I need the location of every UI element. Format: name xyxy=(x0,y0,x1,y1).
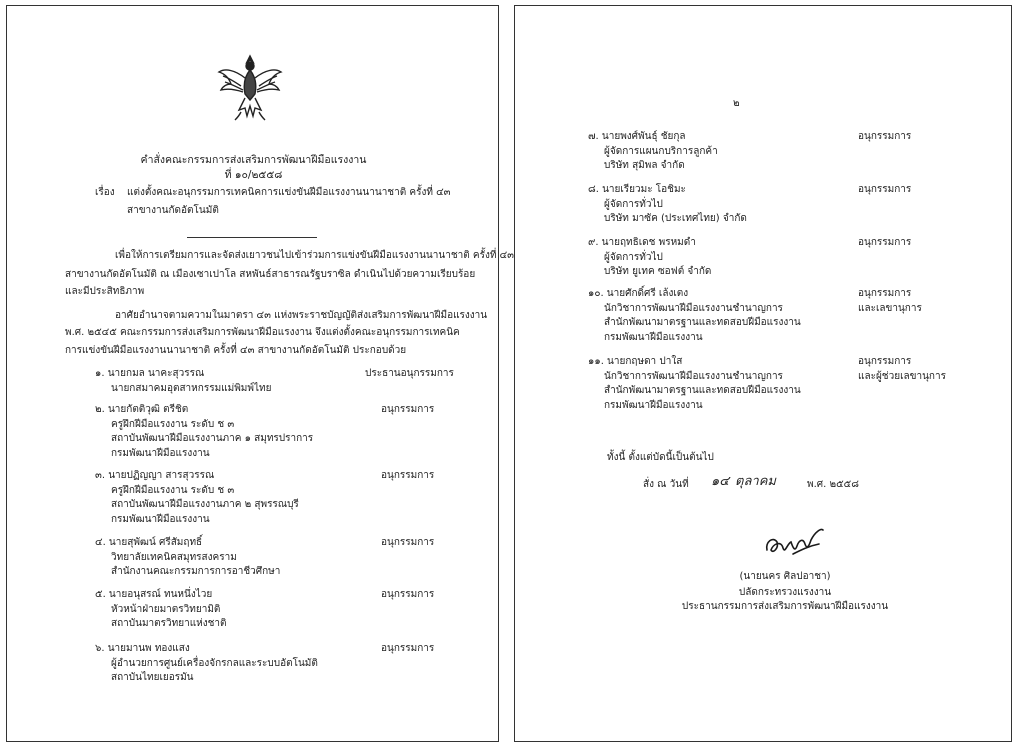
member-detail: สถาบันพัฒนาฝีมือแรงงานภาค ๒ สุพรรณบุรี xyxy=(111,499,299,510)
effective-line: ทั้งนี้ ตั้งแต่บัดนี้เป็นต้นไป xyxy=(607,452,714,463)
member-entry xyxy=(95,642,435,686)
member-detail: สถาบันไทยเยอรมัน xyxy=(111,672,194,683)
member-detail: กรมพัฒนาฝีมือแรงงาน xyxy=(111,513,210,525)
member-name: ๖. นายมานพ ทองแสง xyxy=(95,643,190,654)
paragraph-1-line-2: สาขางานกัดอัตโนมัติ ณ เมืองเซาเปาโล สหพันธ์สาธารณรัฐบราซิล ดำเนินไปด้วยความเรียบร้อย xyxy=(65,269,476,280)
member-detail: สำนักพัฒนามาตรฐานและทดสอบฝีมือแรงงาน xyxy=(604,317,801,328)
member-detail: ครูฝึกฝีมือแรงงาน ระดับ ช ๓ xyxy=(111,418,235,430)
member-role: อนุกรรมการ xyxy=(381,589,435,600)
member-role-secondary: และผู้ช่วยเลขานุการ xyxy=(858,371,946,382)
member-role: อนุกรรมการ xyxy=(858,131,912,142)
member-role-secondary: และเลขานุการ xyxy=(858,303,922,314)
member-detail: นักวิชาการพัฒนาฝีมือแรงงานชำนาญการ xyxy=(604,302,783,314)
member-role: อนุกรรมการ xyxy=(381,537,435,548)
member-name: ๙. นายฤทธิเดช พรหมดำ xyxy=(588,237,696,248)
member-name: ๒. นายกัตติวุฒิ ตรีชิต xyxy=(95,404,189,415)
member-detail: ผู้จัดการแผนกบริการลูกค้า xyxy=(604,145,718,157)
member-detail: กรมพัฒนาฝีมือแรงงาน xyxy=(604,399,703,411)
member-entry xyxy=(95,367,454,396)
paragraph-2-line-2: พ.ศ. ๒๕๔๕ คณะกรรมการส่งเสริมการพัฒนาฝีมือแรงงาน จึงแต่งตั้งคณะอนุกรรมการเทคนิค xyxy=(65,327,460,338)
divider-line xyxy=(187,237,317,238)
member-entry xyxy=(588,355,946,413)
member-entry xyxy=(588,236,912,280)
member-entry xyxy=(95,536,435,580)
member-detail: ผู้อำนวยการศูนย์เครื่องจักรกลและระบบอัตโนมัติ xyxy=(111,657,318,669)
member-name: ๗. นายพงศ์พันธุ์ ชัยกุล xyxy=(588,131,686,142)
signer-position-1: ปลัดกระทรวงแรงงาน xyxy=(738,587,832,598)
document-page-1 xyxy=(6,5,515,742)
issued-month: ตุลาคม xyxy=(735,474,776,489)
member-detail: สำนักงานคณะกรรมการการอาชีวศึกษา xyxy=(111,566,281,577)
member-detail: ผู้จัดการทั่วไป xyxy=(604,198,663,210)
order-number: ที่ ๑๐/๒๕๕๘ xyxy=(224,169,283,181)
paragraph-1-line-3: และมีประสิทธิภาพ xyxy=(65,286,145,297)
member-entry xyxy=(95,469,435,527)
signer-position-2: ประธานกรรมการส่งเสริมการพัฒนาฝีมือแรงงาน xyxy=(681,601,889,612)
handwritten-signature xyxy=(763,524,825,562)
signer-name: (นายนคร ศิลปอาชา) xyxy=(739,571,831,582)
subject-line-2: สาขางานกัดอัตโนมัติ xyxy=(127,205,219,216)
member-entry xyxy=(95,403,435,461)
member-name: ๕. นายอนุสรณ์ ทนหนึ่งไวย xyxy=(95,589,213,600)
member-detail: บริษัท สุมิพล จำกัด xyxy=(604,160,685,171)
order-header-title: คำสั่งคณะกรรมการส่งเสริมการพัฒนาฝีมือแรงงาน xyxy=(140,154,367,166)
member-detail: กรมพัฒนาฝีมือแรงงาน xyxy=(111,447,210,459)
member-detail: ครูฝึกฝีมือแรงงาน ระดับ ช ๓ xyxy=(111,484,235,496)
member-role: อนุกรรมการ xyxy=(858,288,912,299)
issued-day: ๑๔ xyxy=(711,474,730,489)
member-name: ๘. นายเรียวมะ โอชิมะ xyxy=(588,184,686,195)
member-name: ๔. นายสุพัฒน์ ศรีสัมฤทธิ์ xyxy=(95,537,203,548)
paragraph-2-line-3: การแข่งขันฝีมือแรงงานนานาชาติ ครั้งที่ ๔๓ สาขางานกัดอัตโนมัติ ประกอบด้วย xyxy=(65,345,407,356)
member-entry xyxy=(95,588,435,632)
member-role: อนุกรรมการ xyxy=(381,643,435,654)
paragraph-2-line-1: อาศัยอำนาจตามความในมาตรา ๔๓ แห่งพระราชบัญญัติส่งเสริมการพัฒนาฝีมือแรงงาน xyxy=(115,310,488,321)
member-entry xyxy=(588,130,912,174)
member-role: อนุกรรมการ xyxy=(858,237,912,248)
issued-prefix: สั่ง ณ วันที่ xyxy=(643,479,689,490)
page-number: ๒ xyxy=(733,98,740,109)
member-detail: วิทยาลัยเทคนิคสมุทรสงคราม xyxy=(111,551,237,563)
member-detail: สถาบันพัฒนาฝีมือแรงงานภาค ๑ สมุทรปราการ xyxy=(111,433,314,444)
subject-label: เรื่อง xyxy=(95,187,115,198)
member-role: อนุกรรมการ xyxy=(381,404,435,415)
member-name: ๓. นายปฏิญญา สารสุวรรณ xyxy=(95,470,215,481)
member-detail: กรมพัฒนาฝีมือแรงงาน xyxy=(604,331,703,343)
member-name: ๑. นายกมล นาคะสุวรรณ xyxy=(95,368,205,379)
member-name: ๑๑. นายกฤษดา ปาใส xyxy=(588,356,683,367)
member-detail: สำนักพัฒนามาตรฐานและทดสอบฝีมือแรงงาน xyxy=(604,385,801,396)
member-detail: นายกสมาคมอุตสาหกรรมแม่พิมพ์ไทย xyxy=(111,382,272,394)
garuda-emblem-icon xyxy=(215,50,285,122)
member-entry xyxy=(588,287,922,345)
member-detail: หัวหน้าฝ่ายมาตรวิทยามิติ xyxy=(111,603,221,615)
member-role: อนุกรรมการ xyxy=(381,470,435,481)
member-detail: นักวิชาการพัฒนาฝีมือแรงงานชำนาญการ xyxy=(604,370,783,382)
member-role: อนุกรรมการ xyxy=(858,184,912,195)
member-role: ประธานอนุกรรมการ xyxy=(365,368,454,379)
member-name: ๑๐. นายศักดิ์ศรี เล้งเตง xyxy=(588,288,689,299)
member-detail: บริษัท ยูเทค ซอฟต์ จำกัด xyxy=(604,266,712,277)
document-page-2 xyxy=(514,5,1012,742)
subject-line-1: แต่งตั้งคณะอนุกรรมการเทคนิคการแข่งขันฝีมือแรงงานนานาชาติ ครั้งที่ ๔๓ xyxy=(127,187,451,198)
member-entry xyxy=(588,183,912,227)
paragraph-1-line-1: เพื่อให้การเตรียมการและจัดส่งเยาวชนไปเข้าร่วมการแข่งขันฝีมือแรงงานนานาชาติ ครั้งที่ ๔๓ xyxy=(115,250,515,261)
issued-year: พ.ศ. ๒๕๕๘ xyxy=(807,479,859,490)
member-detail: บริษัท มาซัค (ประเทศไทย) จำกัด xyxy=(604,213,747,224)
member-role: อนุกรรมการ xyxy=(858,356,912,367)
member-detail: สถาบันมาตรวิทยาแห่งชาติ xyxy=(111,618,227,629)
member-detail: ผู้จัดการทั่วไป xyxy=(604,251,663,263)
